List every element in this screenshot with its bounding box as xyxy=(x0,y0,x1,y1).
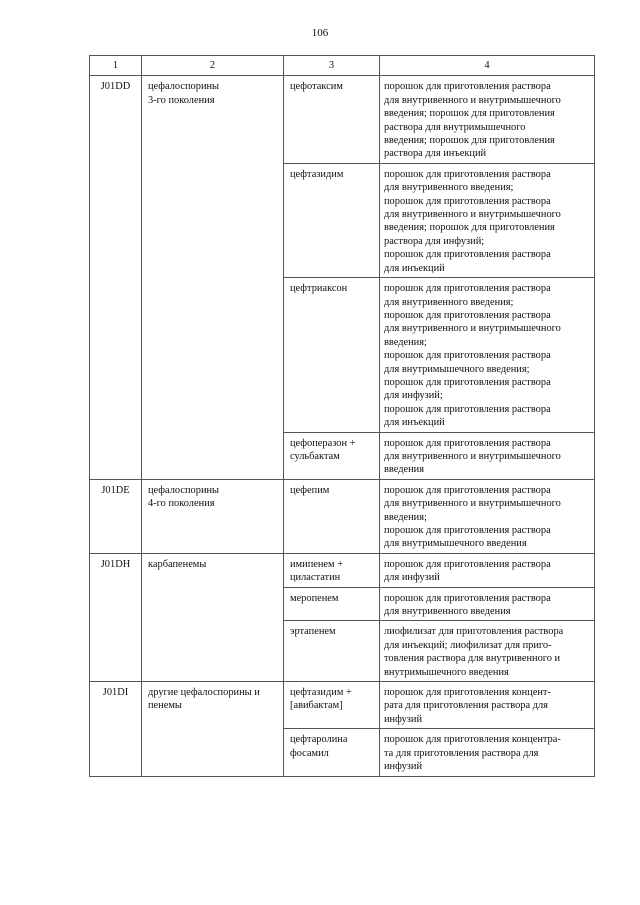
drug-name-cell xyxy=(284,278,380,432)
dosage-form-line: для внутримышечного введения xyxy=(384,538,527,550)
dosage-form-line: порошок для приготовления раствора xyxy=(384,309,551,321)
drug-name-line: цефтриаксон xyxy=(290,283,348,295)
dosage-form-line: для внутривенного и внутримышечного xyxy=(384,498,561,510)
dosage-form-line: для инъекций; лиофилизат для приго- xyxy=(384,639,552,651)
dosage-form-line: порошок для приготовления раствора xyxy=(384,525,551,536)
dosage-form-line: для инъекций xyxy=(384,262,445,274)
atc-code-cell: J01DE xyxy=(90,479,142,553)
dosage-form-line: та для приготовления раствора для xyxy=(384,747,539,759)
drug-name-line: эртапенем xyxy=(290,626,336,638)
atc-code-cell: J01DD xyxy=(90,76,142,479)
dosage-form-line: порошок для приготовления концент- xyxy=(384,687,551,699)
drug-name-cell xyxy=(284,682,380,729)
drug-group-cell xyxy=(142,76,284,479)
drug-name-cell xyxy=(284,479,380,553)
page-number: 106 xyxy=(311,27,329,39)
dosage-form-line: товления раствора для внутривенного и xyxy=(384,653,561,665)
dosage-form-cell xyxy=(380,432,595,479)
table-row xyxy=(90,479,595,553)
dosage-form-line: порошок для приготовления раствора xyxy=(384,168,551,180)
dosage-form-line: для внутривенного и внутримышечного xyxy=(384,450,561,462)
dosage-form-line: введения; xyxy=(384,336,427,348)
dosage-form-line: для внутривенного и внутримышечного xyxy=(384,209,561,221)
dosage-form-line: порошок для приготовления раствора xyxy=(384,484,551,496)
dosage-form-line: порошок для приготовления раствора xyxy=(384,195,551,207)
drug-name-line: цефтаролина xyxy=(290,734,348,746)
drug-name-line: цефепим xyxy=(290,484,330,496)
dosage-form-cell xyxy=(380,587,595,621)
drug-name-cell xyxy=(284,553,380,587)
drug-name-line: фосамил xyxy=(290,747,329,759)
atc-code-cell: J01DI xyxy=(90,682,142,776)
dosage-form-line: инфузий xyxy=(384,761,423,773)
column-header-3: 3 xyxy=(284,56,380,76)
dosage-form-line: порошок для приготовления раствора xyxy=(384,558,551,570)
drug-name-line: цефтазидим xyxy=(290,168,344,180)
dosage-form-line: для внутривенного введения; xyxy=(384,182,514,194)
table-row xyxy=(90,553,595,587)
dosage-form-cell xyxy=(380,682,595,729)
dosage-form-line: порошок для приготовления концентра- xyxy=(384,734,561,746)
drug-table xyxy=(89,55,595,777)
dosage-form-line: раствора для инфузий; xyxy=(384,235,485,247)
drug-group-line: 3-го поколения xyxy=(148,94,215,106)
dosage-form-line: порошок для приготовления раствора xyxy=(384,249,551,261)
dosage-form-cell xyxy=(380,479,595,553)
dosage-form-line: для внутривенного и внутримышечного xyxy=(384,323,561,335)
drug-name-line: меропенем xyxy=(290,592,339,604)
drug-group-cell xyxy=(142,479,284,553)
drug-group-cell xyxy=(142,553,284,681)
drug-name-line: [авибактам] xyxy=(290,700,343,712)
dosage-form-line: порошок для приготовления раствора xyxy=(384,592,551,604)
dosage-form-cell xyxy=(380,553,595,587)
drug-name-cell xyxy=(284,163,380,277)
dosage-form-cell xyxy=(380,278,595,432)
atc-code-cell: J01DH xyxy=(90,553,142,681)
dosage-form-line: для внутримышечного введения; xyxy=(384,363,530,375)
dosage-form-line: введения; порошок для приготовления xyxy=(384,108,555,120)
dosage-form-line: раствора для внутримышечного xyxy=(384,121,526,133)
dosage-form-line: для внутривенного введения; xyxy=(384,296,514,308)
dosage-form-line: порошок для приготовления раствора xyxy=(384,403,551,415)
drug-group-line: карбапенемы xyxy=(148,558,207,570)
dosage-form-line: для инфузий; xyxy=(384,390,443,402)
drug-name-cell xyxy=(284,587,380,621)
drug-name-cell xyxy=(284,729,380,776)
dosage-form-line: раствора для инъекций xyxy=(384,148,487,160)
dosage-form-line: введения; xyxy=(384,511,427,523)
drug-group-line: цефалоспорины xyxy=(148,81,220,93)
dosage-form-line: порошок для приготовления раствора xyxy=(384,437,551,449)
drug-name-line: циластатин xyxy=(290,572,341,584)
dosage-form-line: порошок для приготовления раствора xyxy=(384,350,551,362)
dosage-form-line: для внутривенного введения xyxy=(384,606,511,618)
drug-group-line: пенемы xyxy=(148,700,182,712)
dosage-form-line: для инфузий xyxy=(384,572,440,584)
dosage-form-cell xyxy=(380,76,595,163)
dosage-form-line: инфузий xyxy=(384,713,423,725)
column-header-4: 4 xyxy=(380,56,595,76)
drug-group-line: цефалоспорины xyxy=(148,484,220,496)
column-header-2: 2 xyxy=(142,56,284,76)
drug-name-cell xyxy=(284,76,380,163)
dosage-form-line: введения; порошок для приготовления xyxy=(384,222,555,234)
dosage-form-line: лиофилизат для приготовления раствора xyxy=(384,626,564,638)
dosage-form-line: для инъекций xyxy=(384,417,445,429)
drug-group-line: 4-го поколения xyxy=(148,498,215,510)
dosage-form-cell xyxy=(380,729,595,776)
table-row xyxy=(90,76,595,163)
table-row xyxy=(90,682,595,729)
column-header-1: 1 xyxy=(90,56,142,76)
drug-name-cell xyxy=(284,621,380,682)
dosage-form-line: рата для приготовления раствора для xyxy=(384,700,548,712)
dosage-form-line: для внутривенного и внутримышечного xyxy=(384,94,561,106)
drug-name-line: сульбактам xyxy=(290,450,340,462)
table-body xyxy=(90,76,595,776)
drug-name-line: имипенем + xyxy=(290,558,344,570)
drug-name-line: цефотаксим xyxy=(290,81,343,93)
drug-name-line: цефоперазон + xyxy=(290,437,356,449)
dosage-form-line: порошок для приготовления раствора xyxy=(384,376,551,388)
dosage-form-cell xyxy=(380,621,595,682)
drug-group-line: другие цефалоспорины и xyxy=(148,687,260,699)
drug-name-cell xyxy=(284,432,380,479)
drug-name-line: цефтазидим + xyxy=(290,687,352,699)
drug-group-cell xyxy=(142,682,284,776)
dosage-form-line: введения; порошок для приготовления xyxy=(384,135,555,147)
dosage-form-line: внутримышечного введения xyxy=(384,666,509,678)
header-row xyxy=(90,56,595,76)
dosage-form-cell xyxy=(380,163,595,277)
dosage-form-line: порошок для приготовления раствора xyxy=(384,283,551,295)
dosage-form-line: порошок для приготовления раствора xyxy=(384,81,551,93)
dosage-form-line: введения xyxy=(384,464,425,476)
